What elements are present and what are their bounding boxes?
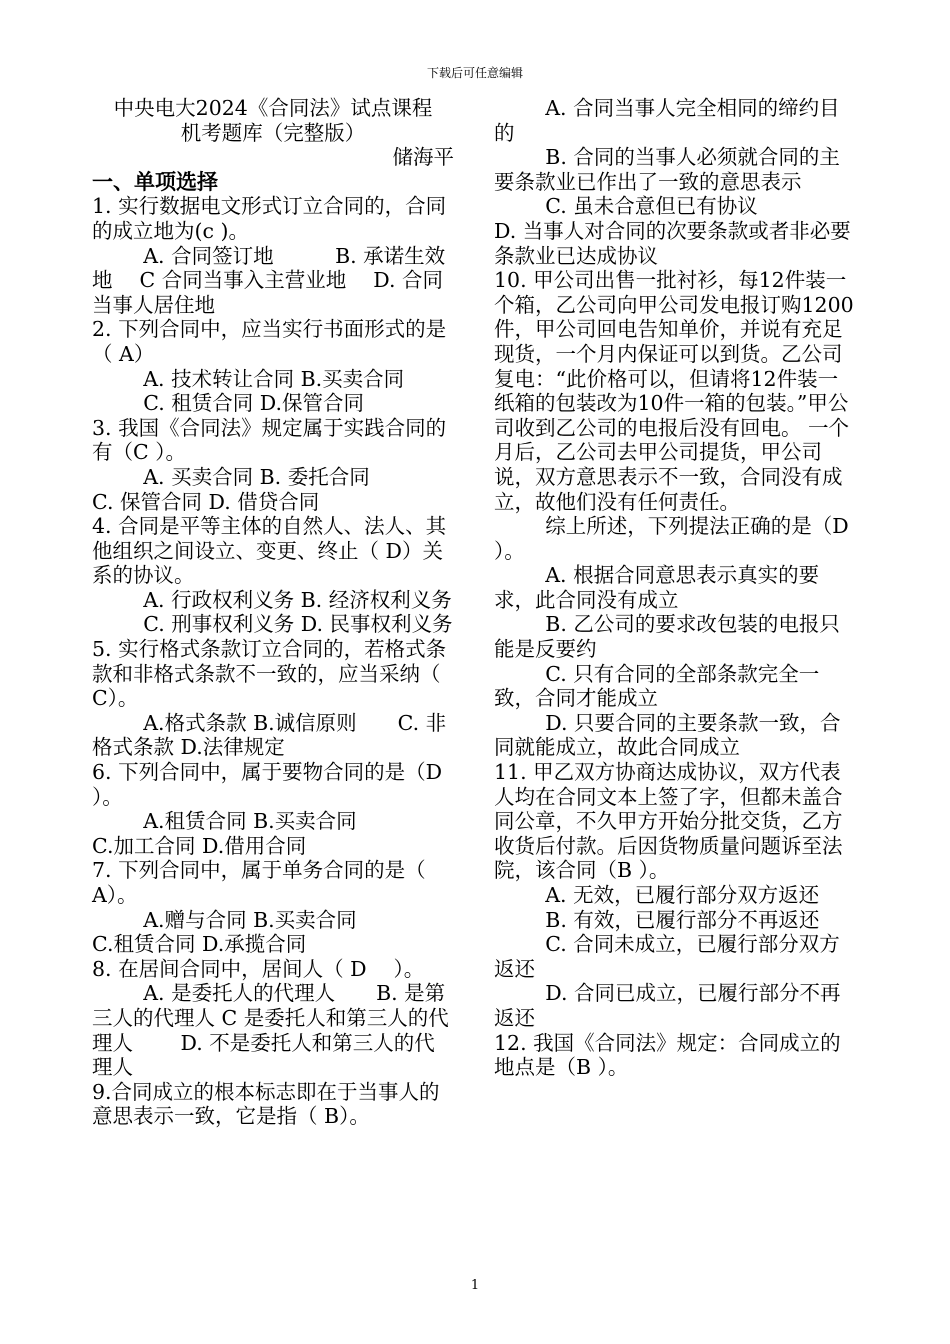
right-column xyxy=(494,96,854,1080)
question-10-option-d: D. 只要合同的主要条款一致，合同就能成立，故此合同成立 xyxy=(494,710,841,760)
question-5-options: A.格式条款 B.诚信原则 C. 非格式条款 D.法律规定 xyxy=(92,710,447,760)
left-column xyxy=(92,96,454,1129)
question-7-options-ab: A.赠与合同 B.买卖合同 xyxy=(143,907,357,932)
question-6-options-ab: A.租赁合同 B.买卖合同 xyxy=(143,809,357,834)
question-8: 8. 在居间合同中，居间人（ D ）。 xyxy=(92,956,425,981)
question-11-option-a: A. 无效，已履行部分双方返还 xyxy=(545,883,820,907)
question-10-option-b: B. 乙公司的要求改包装的电报只能是反要约 xyxy=(494,612,840,662)
question-8-options: A. 是委托人的代理人 B. 是第三人的代理人 C 是委托人和第三人的代理人 D. 不是委托人和第三人的代理人 xyxy=(92,981,449,1080)
question-7: 7. 下列合同中，属于单务合同的是（ A）。 xyxy=(92,858,426,907)
question-3: 3. 我国《合同法》规定属于实践合同的有（C ）。 xyxy=(92,415,447,465)
question-9-option-b: B. 合同的当事人必须就合同的主要条款业已作出了一致的意思表示 xyxy=(494,145,840,194)
question-5: 5. 实行格式条款订立合同的，若格式条款和非格式条款不一致的，应当采纳（ C）。 xyxy=(92,637,447,711)
page-number: 1 xyxy=(470,1278,480,1293)
question-1: 1. 实行数据电文形式订立合同的，合同的成立地为(c )。 xyxy=(92,194,447,243)
question-11-option-b: B. 有效，已履行部分不再返还 xyxy=(545,907,820,932)
question-12: 12. 我国《合同法》规定：合同成立的地点是（B ）。 xyxy=(494,1030,841,1080)
question-4-options-cd: C. 刑事权利义务 D. 民事权利义务 xyxy=(143,612,453,637)
question-9-option-c: C. 虽未合意但已有协议 xyxy=(545,194,758,219)
document-subtitle: 机考题库（完整版） xyxy=(180,120,366,145)
question-3-options-cd: C. 保管合同 D. 借贷合同 xyxy=(92,489,320,514)
question-11-option-d: D. 合同已成立，已履行部分不再返还 xyxy=(494,981,841,1030)
page-header: 下载后可任意编辑 xyxy=(426,66,523,80)
question-9-option-d: D. 当事人对合同的次要条款或者非必要条款业已达成协议 xyxy=(494,218,851,268)
question-10-option-a: A. 根据合同意思表示真实的要求，此合同没有成立 xyxy=(494,563,820,612)
question-6: 6. 下列合同中，属于要物合同的是（D ）。 xyxy=(92,760,443,809)
question-2-options-cd: C. 租赁合同 D.保管合同 xyxy=(143,391,364,416)
author: 储海平 xyxy=(392,145,454,170)
question-9: 9.合同成立的根本标志即在于当事人的意思表示一致，它是指（ B）。 xyxy=(92,1079,440,1129)
question-2-options-ab: A. 技术转让合同 B.买卖合同 xyxy=(143,366,405,391)
question-10: 10. 甲公司出售一批衬衫，每12件装一个箱，乙公司向甲公司发电报订购1200件，甲公司回电告知单价，并说有充足现货，一个月内保证可以到货。乙公司复电：“此价格可以，但请将12件装一纸箱的包装改为10件一箱的包装。”甲公司收到乙公司的电报后没有回电。 一个月后，乙公司去甲公司提货，甲公司说，双方意思表示不一致，合同没有成立，故他们没有任何责任。 xyxy=(494,268,854,514)
question-10-prompt: 综上所述，下列提法正确的是（D ）。 xyxy=(494,514,849,563)
question-11-option-c: C. 合同未成立，已履行部分双方返还 xyxy=(494,932,840,981)
question-1-options: A. 合同签订地 B. 承诺生效地 C 合同当事入主营业地 D. 合同当事人居住地 xyxy=(92,243,446,317)
question-4-options-ab: A. 行政权利义务 B. 经济权利义务 xyxy=(143,587,452,612)
question-10-option-c: C. 只有合同的全部条款完全一致，合同才能成立 xyxy=(494,661,820,711)
question-6-options-cd: C.加工合同 D.借用合同 xyxy=(92,833,307,858)
question-11: 11. 甲乙双方协商达成协议，双方代表人均在合同文本上签了字，但都未盖合同公章，不久甲方开始分批交货，乙方收货后付款。后因货物质量问题诉至法院，该合同（B ）。 xyxy=(494,760,843,883)
section-heading: 一、单项选择 xyxy=(92,169,218,194)
document-title: 中央电大2024《合同法》试点课程 xyxy=(113,96,433,120)
question-9-option-a: A. 合同当事人完全相同的缔约目的 xyxy=(494,96,840,145)
question-3-options-ab: A. 买卖合同 B. 委托合同 xyxy=(143,464,370,489)
question-7-options-cd: C.租赁合同 D.承揽合同 xyxy=(92,932,307,957)
question-2: 2. 下列合同中，应当实行书面形式的是（ A） xyxy=(92,317,447,366)
question-4: 4. 合同是平等主体的自然人、法人、其他组织之间设立、变更、终止（ D）关系的协议。 xyxy=(92,514,447,588)
